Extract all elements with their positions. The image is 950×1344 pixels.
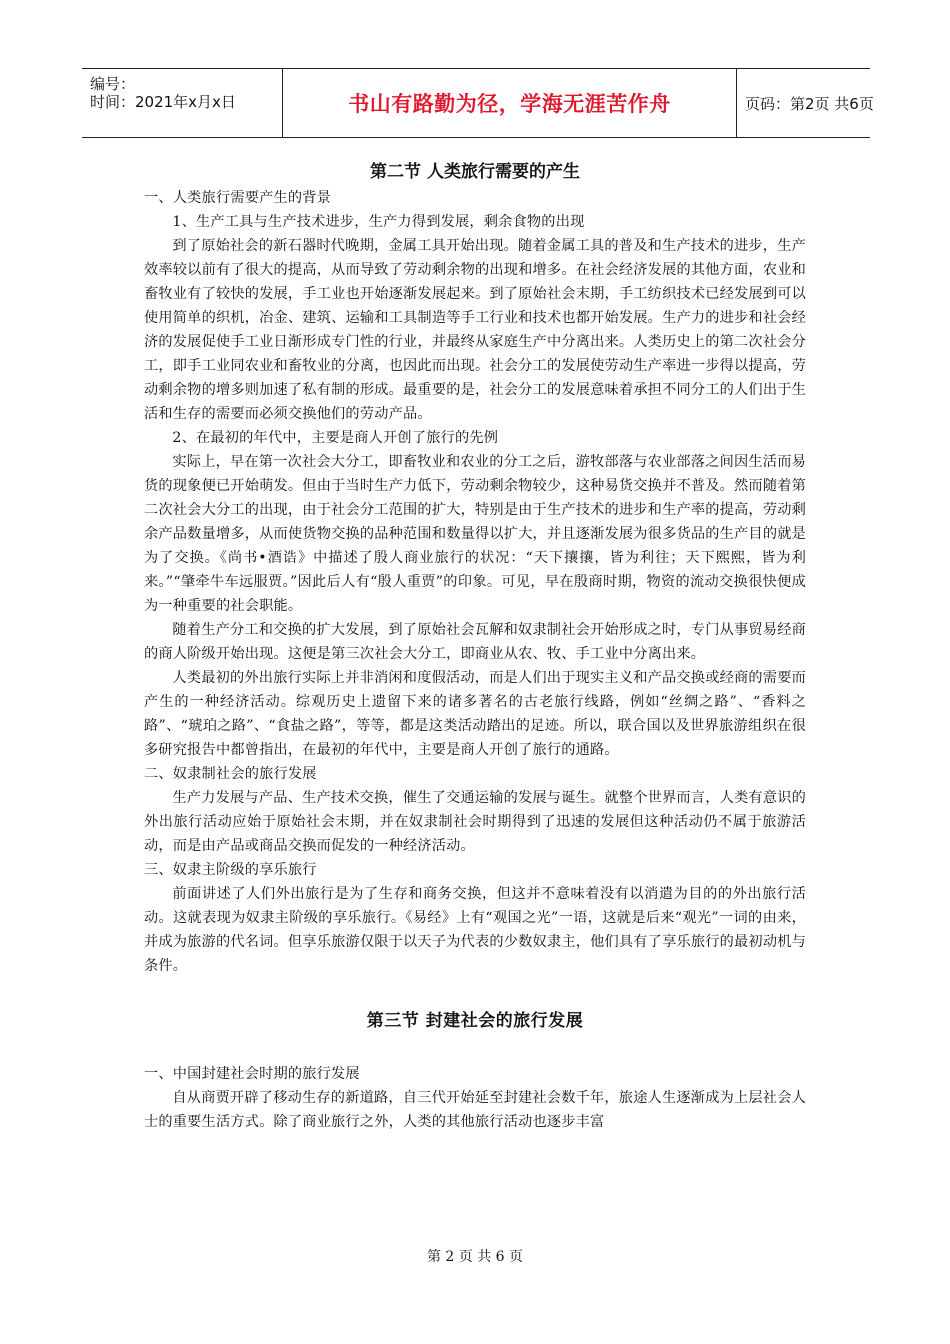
section-3-heading: 一、中国封建社会时期的旅行发展 <box>144 1066 360 1082</box>
section-3-title: 第三节 封建社会的旅行发展 <box>366 1011 584 1031</box>
section-spacer <box>144 978 806 1006</box>
paragraph: 实际上，早在第一次社会大分工，即畜牧业和农业的分工之后，游牧部落与农业部落之间因生活而易货的现象便已开始萌发。但由于当时生产力低下，劳动剩余物较少，这种易货交换并不普及。然而随着第二次社会大分工的出现，由于社会分工范围的扩大，特别是由于生产技术的进步和生产率的提高，劳动剩余产品数量增多，从而使货物交换的品种范围和数量得以扩大，并且逐渐发展为很多货品的生产目的就是为了交换。《尚书•酒诰》中描述了殷人商业旅行的状况：“天下攘攘，皆为利往；天下熙熙，皆为利来。”“肇牵牛车远服贾。”因此后人有“殷人重贾”的印象。可见，早在殷商时期，物资的流动交换很快便成为一种重要的社会职能。 <box>144 454 806 614</box>
header-meta-cell <box>82 69 283 137</box>
subsection-heading: 1、生产工具与生产技术进步，生产力得到发展，剩余食物的出现 <box>172 214 585 230</box>
section-3-body: 自从商贾开辟了移动生存的新道路，自三代开始延至封建社会数千年，旅途人生逐渐成为上层社会人士的重要生活方式。除了商业旅行之外，人类的其他旅行活动也逐步丰富 <box>144 1090 806 1130</box>
section-2-paragraphs <box>144 186 806 978</box>
page-footer: 第 2 页 共 6 页 <box>426 1249 524 1265</box>
section-heading: 三、奴隶主阶级的享乐旅行 <box>144 862 317 878</box>
number-label: 编号： <box>90 75 136 93</box>
subsection-heading: 2、在最初的年代中，主要是商人开创了旅行的先例 <box>172 430 499 446</box>
document-body <box>144 158 806 1134</box>
paragraph: 生产力发展与产品、生产技术交换，催生了交通运输的发展与诞生。就整个世界而言，人类有意识的外出旅行活动应始于原始社会末期，并在奴隶制社会时期得到了迅速的发展但这种活动仍不属于旅游活动，而是由产品或商品交换而促发的一种经济活动。 <box>144 790 806 854</box>
section-2-title: 第二节 人类旅行需要的产生 <box>370 162 580 182</box>
section-heading: 一、人类旅行需要产生的背景 <box>144 190 332 206</box>
motto-text: 书山有路勤为径，学海无涯苦作舟 <box>283 69 737 137</box>
paragraph: 到了原始社会的新石器时代晚期，金属工具开始出现。随着金属工具的普及和生产技术的进步，生产效率较以前有了很大的提高，从而导致了劳动剩余物的出现和增多。在社会经济发展的其他方面，农业和畜牧业有了较快的发展，手工业也开始逐渐发展起来。到了原始社会末期，手工纺织技术已经发展到可以使用简单的织机，冶金、建筑、运输和工具制造等手工行业和技术也都开始发展。生产力的进步和社会经济的发展促使手工业日渐形成专门性的行业，并最终从家庭生产中分离出来。人类历史上的第二次社会分工，即手工业同农业和畜牧业的分离，也因此而出现。社会分工的发展使劳动生产率进一步得以提高，劳动剩余物的增多则加速了私有制的形成。最重要的是，社会分工的发展意味着承担不同分工的人们出于生活和生存的需要而必须交换他们的劳动产品。 <box>144 238 806 422</box>
section-spacer <box>144 1036 806 1062</box>
section-heading: 二、奴隶制社会的旅行发展 <box>144 766 317 782</box>
document-header <box>82 68 874 138</box>
paragraph: 随着生产分工和交换的扩大发展，到了原始社会瓦解和奴隶制社会开始形成之时，专门从事贸易经商的商人阶级开始出现。这便是第三次社会大分工，即商业从农、牧、手工业中分离出来。 <box>144 622 806 662</box>
paragraph: 人类最初的外出旅行实际上并非消闲和度假活动，而是人们出于现实主义和产品交换或经商的需要而产生的一种经济活动。综观历史上遗留下来的诸多著名的古老旅行线路，例如“丝绸之路”、“香料之路”、“琥珀之路”、“食盐之路”，等等，都是这类活动踏出的足迹。所以，联合国以及世界旅游组织在很多研究报告中都曾指出，在最初的年代中，主要是商人开创了旅行的通路。 <box>144 670 806 758</box>
time-label: 时间：2021年x月x日 <box>90 93 236 111</box>
paragraph: 前面讲述了人们外出旅行是为了生存和商务交换，但这并不意味着没有以消遣为目的的外出旅行活动。这就表现为奴隶主阶级的享乐旅行。《易经》上有“观国之光”一语，这就是后来“观光”一词的由来，并成为旅游的代名词。但享乐旅游仅限于以天子为代表的少数奴隶主，他们具有了享乐旅行的最初动机与条件。 <box>144 886 806 974</box>
page-label: 页码：第2页 共6页 <box>745 94 874 113</box>
